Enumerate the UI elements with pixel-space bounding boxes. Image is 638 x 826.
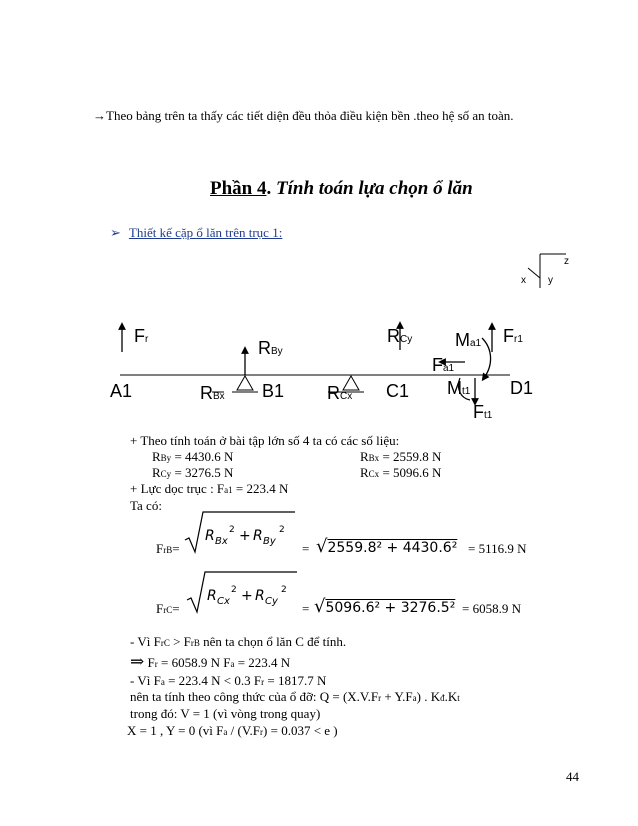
svg-text:+: +: [239, 528, 251, 544]
svg-text:Bx: Bx: [215, 536, 228, 547]
frc-symbol: FrC=: [156, 601, 180, 616]
label-ma1: Ma1: [455, 330, 482, 350]
svg-text:R: R: [205, 528, 215, 544]
label-fr: Fr: [134, 326, 149, 346]
value-rcy: RCy = 3276.5 N: [152, 465, 234, 480]
support-b-icon: [237, 376, 253, 390]
coordinate-axes-icon: [510, 248, 580, 293]
svg-text:2: 2: [279, 525, 285, 535]
svg-text:R: R: [207, 588, 217, 604]
implies-line: ⇒ Fr = 6058.9 N Fa = 223.4 N: [130, 652, 291, 671]
svg-text:Cx: Cx: [217, 596, 230, 607]
value-rby: RBy = 4430.6 N: [152, 449, 234, 464]
taco-line: Ta có:: [130, 498, 162, 513]
bullet-arrow-icon: ➢: [110, 225, 121, 240]
where-line: trong đó: V = 1 (vì vòng trong quay): [130, 706, 321, 721]
section-heading: [210, 178, 473, 200]
label-mt1: Mt1: [447, 378, 471, 398]
svg-text:2: 2: [231, 585, 237, 595]
frb-sqrt-right: √2559.8² + 4430.6²: [316, 536, 458, 557]
frc-eq2: =: [302, 601, 310, 616]
frb-eq2: =: [302, 541, 310, 556]
right-arrow-icon: →: [93, 108, 106, 123]
section-title: Tính toán lựa chọn ổ lăn: [276, 178, 473, 199]
svg-text:R: R: [253, 528, 263, 544]
value-rbx: RBx = 2559.8 N: [360, 449, 442, 464]
label-fa1: Fa1: [432, 355, 455, 375]
label-fr1: Fr1: [503, 326, 523, 346]
page-number: 44: [566, 769, 579, 784]
frb-result: = 5116.9 N: [468, 541, 527, 556]
svg-text:2: 2: [281, 585, 287, 595]
node-a1: A1: [110, 381, 133, 401]
axis-y-label: y: [548, 275, 553, 286]
svg-text:R: R: [255, 588, 265, 604]
label-rcy: RCy: [387, 326, 413, 346]
svg-text:Cy: Cy: [265, 596, 278, 607]
label-ft1: Ft1: [473, 402, 493, 422]
implies-arrow-icon: ⇒: [130, 652, 145, 671]
ma1-moment-icon: [482, 338, 491, 378]
subsection-title: Thiết kế cặp ổ lăn trên trục 1:: [128, 225, 283, 240]
node-b1: B1: [262, 381, 285, 401]
label-rbx: RBx: [200, 383, 225, 403]
axis-x-label: x: [521, 275, 526, 286]
node-d1: D1: [510, 378, 534, 398]
frc-result: = 6058.9 N: [462, 601, 521, 616]
formula-line: nên ta tính theo công thức của ổ đỡ: Q = (X.V.Fr + Y.Fa) . Kđ.Kt: [130, 689, 460, 704]
svg-text:+: +: [241, 588, 253, 604]
svg-text:2: 2: [229, 525, 235, 535]
label-rcx: RCx: [327, 383, 353, 403]
subsection-heading: [110, 225, 282, 241]
axis-z-label: z: [564, 256, 569, 267]
xy-line: X = 1 , Y = 0 (vì Fa / (V.Fr) = 0.037 < e ): [127, 723, 338, 738]
intro-line: [93, 108, 514, 124]
frc-sqrt-left: [185, 570, 300, 615]
value-rcx: RCx = 5096.6 N: [360, 465, 442, 480]
frb-symbol: FrB=: [156, 541, 180, 556]
section-part: Phần 4: [210, 178, 267, 199]
text-line-1: + Theo tính toán ở bài tập lớn số 4 ta có các số liệu:: [130, 433, 400, 448]
frb-sqrt-left: [183, 510, 298, 555]
svg-text:By: By: [263, 536, 276, 547]
node-c1: C1: [386, 381, 410, 401]
axial-force-line: + Lực dọc trục : Fa1 = 223.4 N: [130, 481, 289, 496]
frc-sqrt-right: √5096.6² + 3276.5²: [314, 596, 456, 617]
intro-text: Theo bảng trên ta thấy các tiết diện đều thỏa điều kiện bền .theo hệ số an toàn.: [106, 108, 514, 123]
label-rby: RBy: [258, 338, 283, 358]
check-line: - Vì Fa = 223.4 N < 0.3 Fr = 1817.7 N: [130, 673, 327, 688]
section-dot: .: [266, 178, 272, 199]
choose-line: - Vì FrC > FrB nên ta chọn ổ lăn C để tính.: [130, 634, 347, 649]
